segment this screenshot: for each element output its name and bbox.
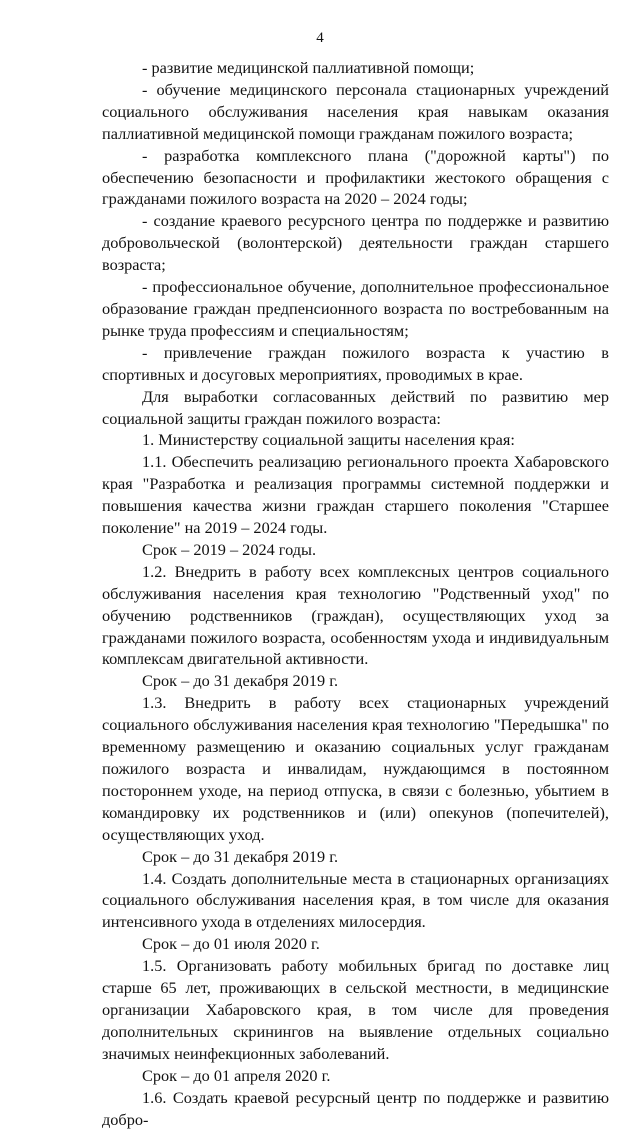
task-paragraph: 1.1. Обеспечить реализацию регионального проекта Хабаровского края "Разработка и реализация программы системной поддержки и повышения качества жизни граждан старшего поколения "Старшее поколение" на 2019 – 2024 годы. — [102, 452, 609, 538]
task-paragraph: 1.3. Внедрить в работу всех стационарных учреждений социального обслуживания населения края технологию "Передышка" по временному размещению и оказанию социальных услуг гражданам пожилого возраста и инвалидам, нуждающимся в постоянном постороннем уходе, на период отпуска, в связи с болезнью, убытием в командировку их родственников и (или) опекунов (попечителей), осуществляющих уход. — [102, 693, 609, 844]
page-number: 4 — [316, 30, 324, 46]
list-item: - создание краевого ресурсного центра по поддержке и развитию добровольческой (волонтерской) деятельности граждан старшего возраста; — [102, 211, 609, 275]
task-paragraph: 1.4. Создать дополнительные места в стационарных организациях социального обслуживания населения края, в том числе для оказания интенсивного ухода в отделениях милосердия. — [102, 868, 609, 932]
task-paragraph: 1.5. Организовать работу мобильных бригад по доставке лиц старше 65 лет, проживающих в сельской местности, в медицинские организации Хабаровского края, в том числе для проведения дополнительных скринингов на выявление отдельных социально значимых неинфекционных заболеваний. — [102, 956, 609, 1063]
list-item: - развитие медицинской паллиативной помощи; — [142, 58, 475, 77]
list-item: - привлечение граждан пожилого возраста к участию в спортивных и досуговых мероприятиях, проводимых в крае. — [102, 342, 609, 384]
task-paragraph: 1.2. Внедрить в работу всех комплексных центров социального обслуживания населения края технологию "Родственный уход" по обучению родственников (граждан), осуществляющих уход за гражданами пожилого возраста, особенностям ухода и индивидуальным комплексам двигательной активности. — [102, 561, 609, 669]
deadline-line: Срок – до 31 декабря 2019 г. — [142, 671, 339, 691]
document-body — [102, 57, 609, 1130]
list-item: - разработка комплексного плана ("дорожной карты") по обеспечению безопасности и профилактики жестокого обращения с гражданами пожилого возраста на 2020 – 2024 годы; — [102, 145, 609, 209]
body-paragraph: Для выработки согласованных действий по развитию мер социальной защиты граждан пожилого возраста: — [102, 386, 609, 428]
list-item: - профессиональное обучение, дополнительное профессиональное образование граждан предпенсионного возраста по востребованным на рынке труда профессиям и специальностям; — [102, 277, 609, 340]
list-item: - обучение медицинского персонала стационарных учреждений социального обслуживания населения края навыкам оказания паллиативной медицинской помощи гражданам пожилого возраста; — [102, 79, 609, 143]
deadline-line: Срок – до 31 декабря 2019 г. — [142, 846, 339, 866]
task-paragraph: 1.6. Создать краевой ресурсный центр по поддержке и развитию добро- — [102, 1087, 609, 1129]
deadline-line: Срок – до 01 июля 2020 г. — [142, 934, 320, 954]
deadline-line: Срок – до 01 апреля 2020 г. — [142, 1065, 331, 1085]
deadline-line: Срок – 2019 – 2024 годы. — [142, 539, 317, 559]
section-heading: 1. Министерству социальной защиты населения края: — [142, 430, 515, 450]
